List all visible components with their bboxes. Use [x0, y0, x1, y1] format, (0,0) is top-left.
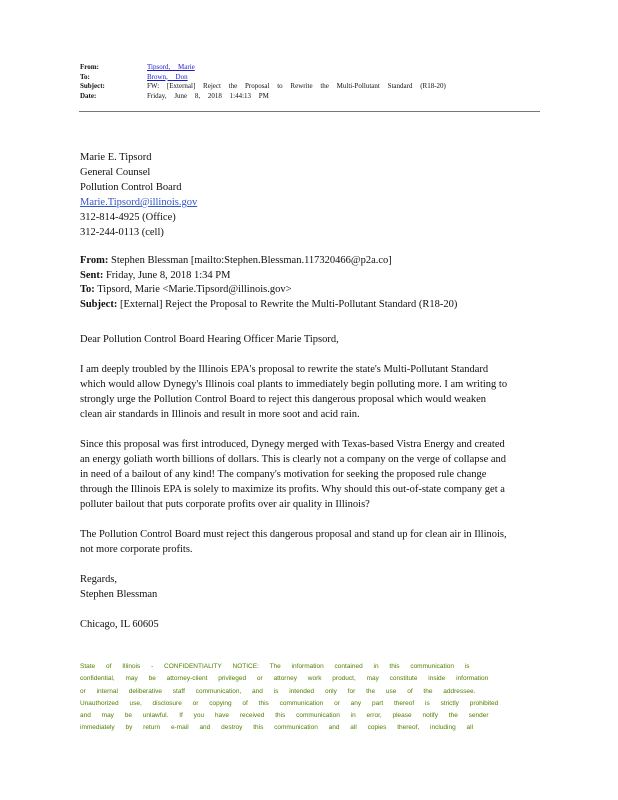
header-divider [79, 111, 540, 112]
signature-block [80, 150, 197, 240]
text-line: an energy goliath worth billions of dollars. This is clearly not a company on the verge of collapse and [80, 454, 507, 465]
sig-title: General Counsel [80, 167, 151, 178]
date-label: Date: [80, 91, 97, 100]
sig-email-link[interactable]: Marie.Tipsord@illinois.gov [80, 197, 198, 208]
subject-label: Subject: [80, 82, 105, 90]
orig-to: Tipsord, Marie <Marie.Tipsord@illinois.gov> [97, 284, 292, 295]
text-line: strongly urge the Pollution Control Board to reject this dangerous proposal which would weaken [80, 394, 487, 405]
sig-org: Pollution Control Board [80, 182, 182, 193]
greeting: Dear Pollution Control Board Hearing Officer Marie Tipsord, [80, 334, 339, 345]
text-line: polluter bailout that puts corporate profits over air quality in Illinois? [80, 499, 370, 510]
text-line: through the Illinois EPA is solely to maximize its profits. Why should this out-of-state company get a [80, 484, 505, 495]
original-message-header [80, 254, 457, 312]
subject-value: FW: [External] Reject the Proposal to Rewrite the Multi-Pollutant Standard (R18-20) [147, 82, 446, 90]
to-link[interactable]: Brown, Don [147, 72, 188, 81]
confidentiality-notice [80, 661, 498, 735]
text-line: Since this proposal was first introduced, Dynegy merged with Texas-based Vistra Energy and created [80, 439, 505, 450]
sig-name: Marie E. Tipsord [80, 152, 152, 163]
orig-subject: [External] Reject the Proposal to Rewrite the Multi-Pollutant Standard (R18-20) [119, 298, 458, 310]
closing-block [80, 572, 550, 602]
text-line: not more corporate profits. [80, 544, 193, 555]
notice-line: Unauthorized use, disclosure or copying of this communication or any part thereof is strictly prohibited [80, 699, 499, 707]
orig-subject-label: Subject: [80, 298, 118, 310]
sender-location: Chicago, IL 60605 [80, 619, 159, 630]
text-line: clean air standards in Illinois and result in more soot and acid rain. [80, 409, 360, 420]
from-link[interactable]: Tipsord, Marie [147, 63, 195, 71]
orig-to-label: To: [80, 284, 95, 295]
text-line: which would allow Dynegy's Illinois coal plants to immediately begin polluting more. I am writing to [80, 379, 508, 390]
message-body [80, 332, 550, 647]
text-line: The Pollution Control Board must reject this dangerous proposal and stand up for clean air in Illinois, [80, 529, 507, 540]
date-value: Friday, June 8, 2018 1:44:13 PM [147, 91, 269, 100]
text-line: in need of a bailout of any kind! The company's motivation for seeking the proposed rule change [80, 469, 487, 480]
to-label: To: [80, 72, 90, 81]
sig-office-phone: 312-814-4925 (Office) [80, 212, 176, 223]
sig-cell-phone: 312-244-0113 (cell) [80, 227, 164, 238]
sender-name: Stephen Blessman [80, 589, 158, 600]
email-header [80, 63, 446, 101]
closing: Regards, [80, 574, 118, 585]
notice-line: State of Illinois - CONFIDENTIALITY NOTICE: The information contained in this communication is [80, 663, 470, 670]
notice-line: confidential, may be attorney-client privileged or attorney work product, may constitute inside information [80, 675, 489, 683]
paragraph-2 [80, 437, 550, 512]
orig-from-label: From: [80, 255, 109, 266]
notice-line: and may be unlawful. If you have received this communication in error, please notify the sender [80, 712, 489, 720]
orig-sent: Friday, June 8, 2018 1:34 PM [105, 269, 231, 281]
orig-from: Stephen Blessman [mailto:Stephen.Blessman.117320466@p2a.co] [111, 255, 392, 266]
notice-line: or internal deliberative staff communication, and is intended only for the use of the addressee. [80, 687, 476, 695]
text-line: I am deeply troubled by the Illinois EPA's proposal to rewrite the state's Multi-Pollutant Standard [80, 364, 489, 375]
notice-line: immediately by return e-mail and destroy this communication and all copies thereof, including all [80, 724, 474, 732]
from-label: From: [80, 63, 99, 71]
paragraph-3 [80, 527, 550, 557]
orig-sent-label: Sent: [80, 269, 104, 281]
paragraph-1 [80, 362, 550, 422]
